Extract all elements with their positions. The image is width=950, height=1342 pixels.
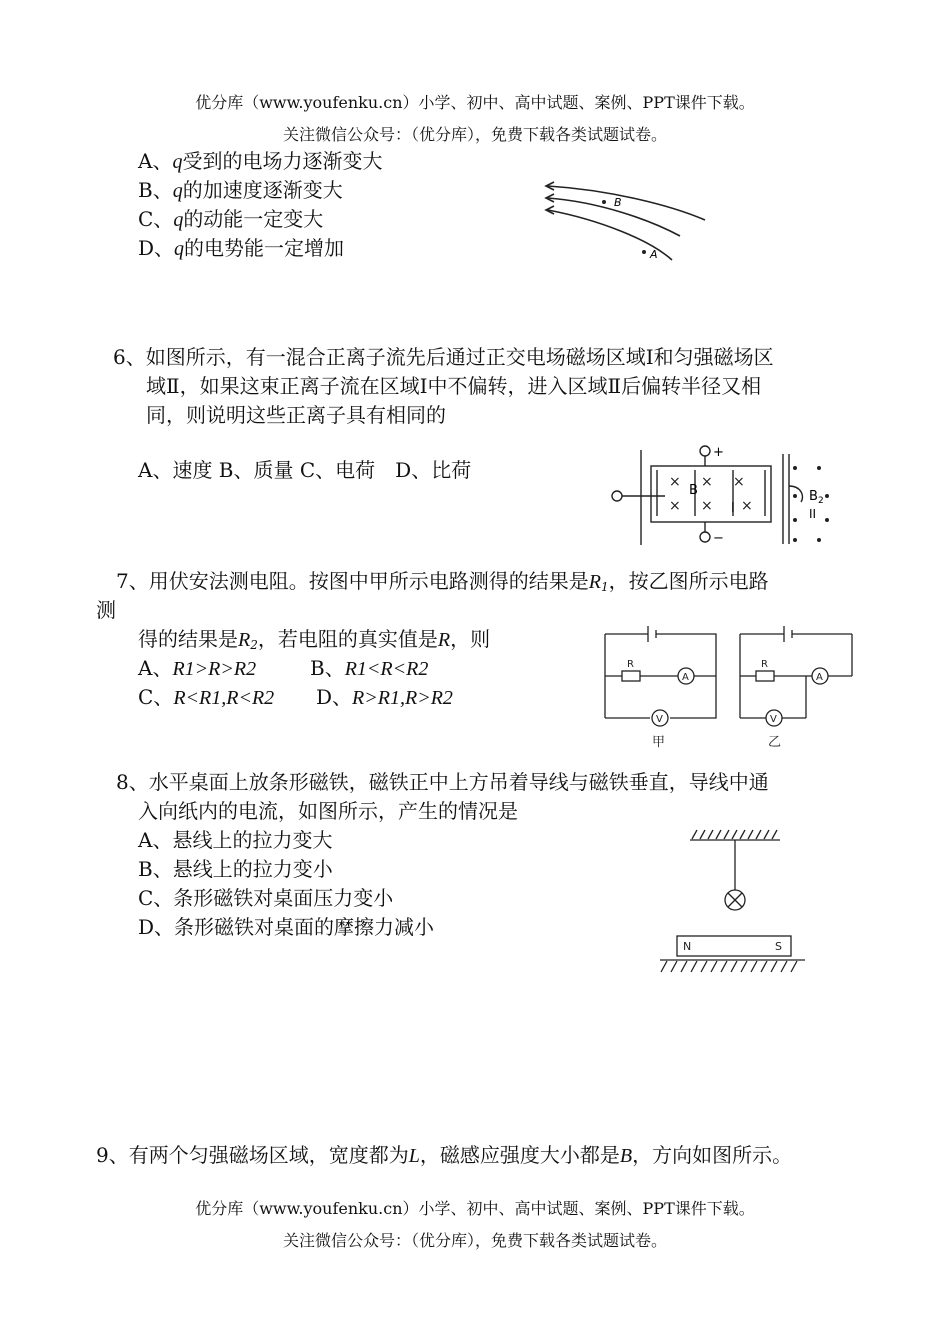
q6-options: A、速度 B、质量 C、电荷 D、比荷	[138, 458, 472, 482]
svg-text:×: ×	[701, 474, 713, 490]
b2-label: B	[809, 489, 818, 504]
q7-option-d: D、R>R1,R>R2	[316, 685, 453, 709]
b2-subscript: 2	[818, 496, 824, 506]
caption-jia: 甲	[652, 735, 666, 750]
circuit-yi	[740, 626, 852, 726]
positive-terminal	[700, 446, 710, 456]
point-a-dot	[642, 250, 646, 254]
region-one-label: I	[731, 501, 735, 516]
table-hatch	[661, 961, 797, 972]
bar-magnet	[677, 936, 791, 956]
q8-line-2: 入向纸内的电流，如图所示，产生的情况是	[138, 799, 518, 823]
q8-option-c: C、条形磁铁对桌面压力变小	[138, 886, 394, 910]
q8-magnet-figure	[655, 826, 815, 976]
point-b-dot	[602, 200, 606, 204]
q5-option-a: A、q受到的电场力逐渐变大	[138, 149, 383, 173]
q7-option-b: B、R1<R<R2	[310, 656, 429, 680]
footer-line-1: 优分库（www.youfenku.cn）小学、初中、高中试题、案例、PPT课件下载。	[195, 1199, 755, 1218]
b1-label: B	[689, 483, 698, 498]
positive-label: +	[713, 445, 724, 460]
jia-resistor-label: R	[627, 659, 634, 670]
circuit-jia	[605, 626, 716, 726]
svg-text:×: ×	[733, 474, 745, 490]
q8-line-1: 8、水平桌面上放条形磁铁，磁铁正中上方吊着导线与磁铁垂直，导线中通	[116, 770, 769, 794]
deflection-arc	[789, 486, 803, 502]
header-line-1: 优分库（www.youfenku.cn）小学、初中、高中试题、案例、PPT课件下载。	[195, 93, 755, 112]
q5-option-c: C、q的动能一定变大	[138, 207, 324, 231]
q9-line-1: 9、有两个匀强磁场区域，宽度都为L，磁感应强度大小都是B，方向如图所示。	[96, 1143, 793, 1167]
point-a-label: A	[650, 248, 658, 261]
negative-label: −	[713, 531, 724, 546]
jia-ammeter-label: A	[682, 672, 689, 683]
q6-ion-selector-figure	[605, 440, 845, 550]
q7-line-2: 得的结果是$R_2$，若电阻的真实值是R，则	[138, 627, 491, 652]
region-two-label: II	[809, 507, 817, 521]
q5-option-b: B、q的加速度逐渐变大	[138, 178, 343, 202]
north-pole-label: N	[683, 940, 692, 953]
yi-voltmeter-label: V	[770, 714, 777, 725]
caption-yi: 乙	[768, 735, 782, 750]
svg-text:×: ×	[701, 498, 713, 514]
yi-ammeter-label: A	[816, 672, 823, 683]
q5-option-d: D、q的电势能一定增加	[138, 236, 345, 260]
q6-line-3: 同，则说明这些正离子具有相同的	[146, 403, 446, 427]
q8-option-a: A、悬线上的拉力变大	[138, 828, 333, 852]
south-pole-label: S	[775, 940, 782, 953]
q7-circuits-figure	[600, 620, 860, 750]
footer-line-2: 关注微信公众号：（优分库），免费下载各类试题试卷。	[282, 1231, 667, 1250]
q5-field-lines-figure	[540, 180, 710, 265]
q8-option-b: B、悬线上的拉力变小	[138, 857, 333, 881]
yi-resistor-label: R	[761, 659, 768, 670]
jia-voltmeter-label: V	[656, 714, 663, 725]
ceiling-hatch	[692, 830, 777, 839]
q7-line-1-wrap: 测	[96, 598, 116, 622]
point-b-label: B	[614, 196, 622, 209]
ion-source-terminal	[612, 491, 622, 501]
q8-option-d: D、条形磁铁对桌面的摩擦力减小	[138, 915, 435, 939]
resistor	[622, 671, 640, 681]
q6-line-1: 6、如图所示，有一混合正离子流先后通过正交电场磁场区域Ⅰ和匀强磁场区	[113, 345, 774, 369]
svg-text:×: ×	[669, 474, 681, 490]
svg-text:×: ×	[669, 498, 681, 514]
svg-text:×: ×	[741, 498, 753, 514]
q7-line-1: 7、用伏安法测电阻。按图中甲所示电路测得的结果是$R_1$，按乙图所示电路	[116, 569, 769, 594]
q7-option-c: C、R<R1,R<R2	[138, 685, 275, 709]
q6-line-2: 域Ⅱ，如果这束正离子流在区域Ⅰ中不偏转，进入区域Ⅱ后偏转半径又相	[146, 374, 762, 398]
negative-terminal	[700, 532, 710, 542]
q7-option-a: A、R1>R>R2	[138, 656, 257, 680]
header-line-2: 关注微信公众号：（优分库），免费下载各类试题试卷。	[282, 125, 667, 144]
